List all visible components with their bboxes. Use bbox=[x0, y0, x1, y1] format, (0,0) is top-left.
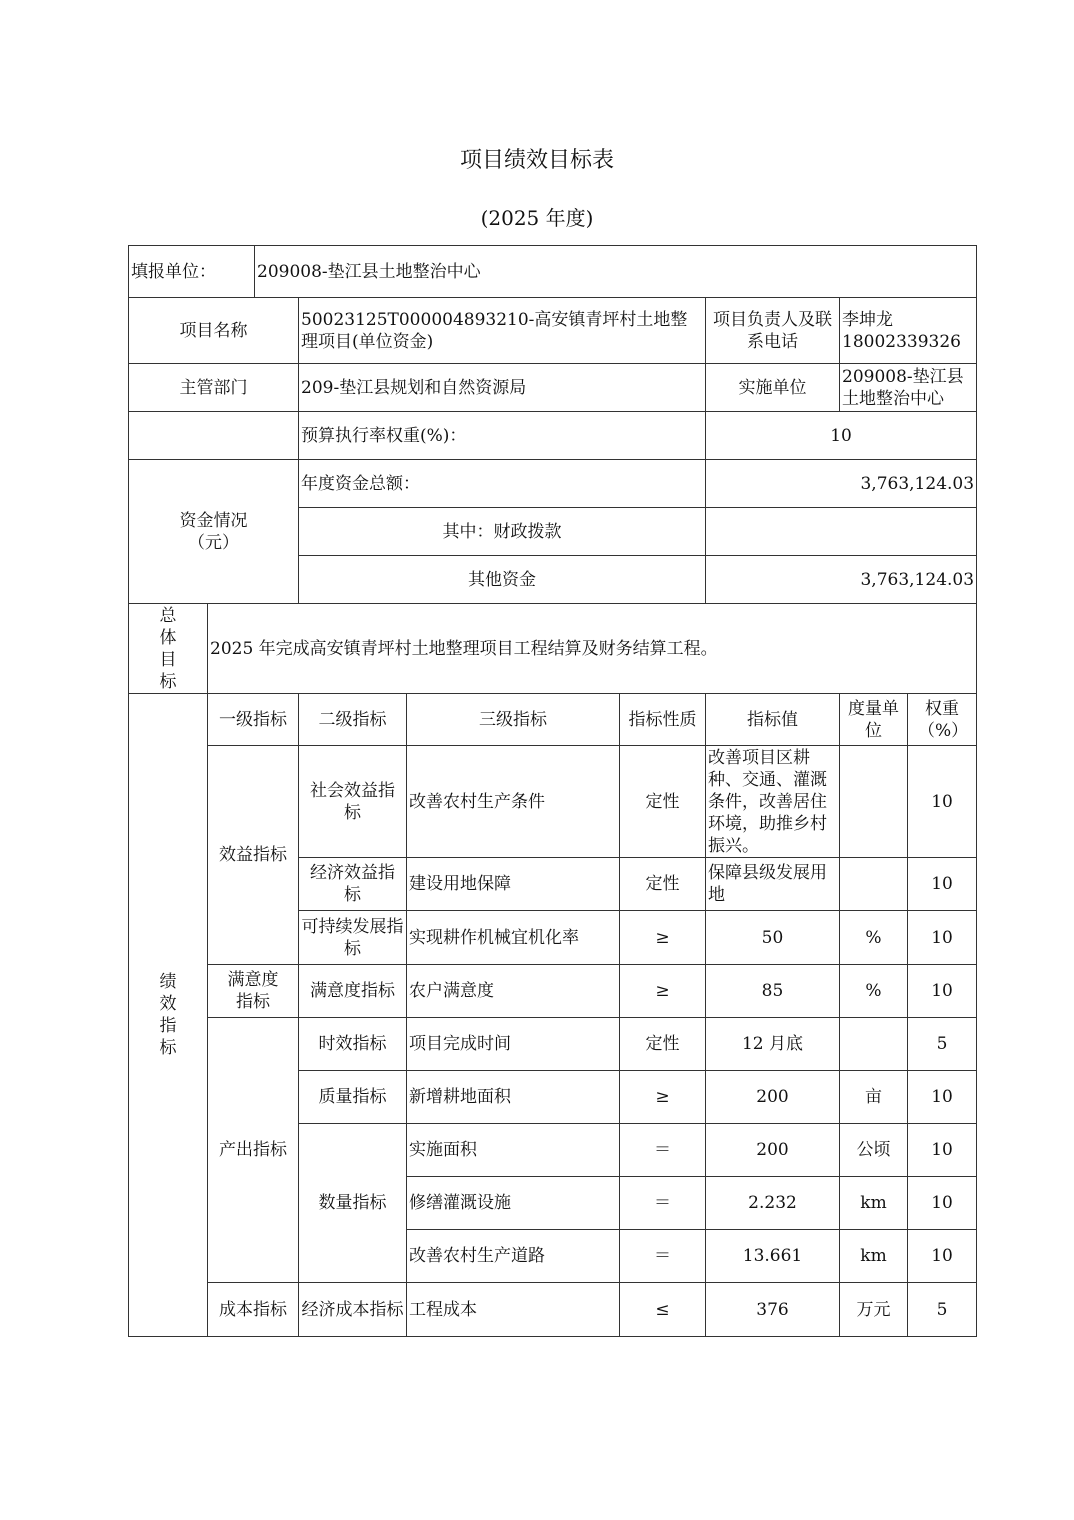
weight-cell: 10 bbox=[908, 1177, 977, 1230]
overall-goal-label bbox=[129, 604, 208, 694]
performance-label-char: 效 bbox=[159, 994, 177, 1014]
budget-weight-row bbox=[129, 412, 977, 460]
level2-quantity: 数量指标 bbox=[299, 1124, 407, 1283]
unit-cell: 公顷 bbox=[840, 1124, 908, 1177]
nature-cell: 定性 bbox=[620, 746, 706, 858]
level1-satisfaction: 满意度指标 bbox=[208, 965, 299, 1018]
header-level1: 一级指标 bbox=[208, 694, 299, 746]
weight-cell: 10 bbox=[908, 1124, 977, 1177]
level2-economic: 经济效益指标 bbox=[299, 858, 407, 911]
weight-cell: 5 bbox=[908, 1283, 977, 1337]
weight-cell: 10 bbox=[908, 858, 977, 911]
leader-value: 李坤龙 18002339326 bbox=[840, 298, 977, 364]
level3-cell: 建设用地保障 bbox=[407, 858, 620, 911]
level3-cell: 修缮灌溉设施 bbox=[407, 1177, 620, 1230]
unit-cell bbox=[840, 1018, 908, 1071]
unit-cell: 亩 bbox=[840, 1071, 908, 1124]
fill-unit-row bbox=[129, 246, 977, 298]
performance-label-char: 标 bbox=[159, 1038, 177, 1058]
header-level3: 三级指标 bbox=[407, 694, 620, 746]
level2-sustainable: 可持续发展指标 bbox=[299, 911, 407, 965]
nature-cell: ＝ bbox=[620, 1124, 706, 1177]
value-cell: 12 月底 bbox=[706, 1018, 840, 1071]
level2-econ-cost: 经济成本指标 bbox=[299, 1283, 407, 1337]
annual-total-label: 年度资金总额： bbox=[299, 460, 706, 508]
level2-social: 社会效益指标 bbox=[299, 746, 407, 858]
impl-unit-label: 实施单位 bbox=[706, 364, 840, 412]
level3-cell: 改善农村生产条件 bbox=[407, 746, 620, 858]
unit-cell: % bbox=[840, 965, 908, 1018]
level3-cell: 改善农村生产道路 bbox=[407, 1230, 620, 1283]
table-row bbox=[129, 965, 977, 1018]
level3-cell: 农户满意度 bbox=[407, 965, 620, 1018]
value-cell: 50 bbox=[706, 911, 840, 965]
header-level2: 二级指标 bbox=[299, 694, 407, 746]
overall-goal-char: 总 bbox=[159, 605, 177, 626]
nature-cell: ＝ bbox=[620, 1230, 706, 1283]
level1-cost: 成本指标 bbox=[208, 1283, 299, 1337]
budget-weight-label: 预算执行率权重(%)： bbox=[299, 412, 706, 460]
leader-label: 项目负责人及联系电话 bbox=[706, 298, 840, 364]
nature-cell: ≤ bbox=[620, 1283, 706, 1337]
header-unit: 度量单位 bbox=[840, 694, 908, 746]
fill-unit-label: 填报单位： bbox=[129, 246, 255, 298]
budget-weight-empty bbox=[129, 412, 299, 460]
annual-total-value: 3,763,124.03 bbox=[706, 460, 977, 508]
fill-unit-value: 209008-垫江县土地整治中心 bbox=[255, 246, 977, 298]
nature-cell: ≥ bbox=[620, 965, 706, 1018]
header-value: 指标值 bbox=[706, 694, 840, 746]
department-row bbox=[129, 364, 977, 412]
weight-cell: 10 bbox=[908, 911, 977, 965]
level3-cell: 工程成本 bbox=[407, 1283, 620, 1337]
unit-cell: km bbox=[840, 1230, 908, 1283]
level2-satisfaction: 满意度指标 bbox=[299, 965, 407, 1018]
nature-cell: 定性 bbox=[620, 1018, 706, 1071]
impl-unit-value: 209008-垫江县土地整治中心 bbox=[840, 364, 977, 412]
weight-cell: 10 bbox=[908, 965, 977, 1018]
other-funds-label: 其他资金 bbox=[299, 556, 706, 604]
level2-quality: 质量指标 bbox=[299, 1071, 407, 1124]
overall-goal-char: 目 bbox=[159, 649, 177, 670]
level1-benefit: 效益指标 bbox=[208, 746, 299, 965]
performance-label-char: 指 bbox=[159, 1016, 177, 1036]
weight-cell: 10 bbox=[908, 746, 977, 858]
level3-cell: 新增耕地面积 bbox=[407, 1071, 620, 1124]
project-name-value: 50023125T000004893210-高安镇青坪村土地整理项目(单位资金) bbox=[299, 298, 706, 364]
value-cell: 保障县级发展用地 bbox=[706, 858, 840, 911]
unit-cell bbox=[840, 746, 908, 858]
unit-cell: km bbox=[840, 1177, 908, 1230]
unit-cell: % bbox=[840, 911, 908, 965]
performance-indicator-label bbox=[129, 694, 208, 1337]
overall-goal-char: 体 bbox=[159, 627, 177, 648]
value-cell: 200 bbox=[706, 1124, 840, 1177]
value-cell: 13.661 bbox=[706, 1230, 840, 1283]
value-cell: 376 bbox=[706, 1283, 840, 1337]
value-cell: 200 bbox=[706, 1071, 840, 1124]
overall-goal-value: 2025 年完成高安镇青坪村土地整理项目工程结算及财务结算工程。 bbox=[208, 604, 977, 694]
level1-output: 产出指标 bbox=[208, 1018, 299, 1283]
fiscal-value bbox=[706, 508, 977, 556]
project-name-label: 项目名称 bbox=[129, 298, 299, 364]
page-subtitle: (2025 年度) bbox=[480, 206, 594, 230]
fiscal-label: 其中：财政拨款 bbox=[299, 508, 706, 556]
header-nature: 指标性质 bbox=[620, 694, 706, 746]
performance-target-table bbox=[128, 245, 977, 1337]
dept-value: 209-垫江县规划和自然资源局 bbox=[299, 364, 706, 412]
weight-cell: 10 bbox=[908, 1230, 977, 1283]
level3-cell: 实现耕作机械宜机化率 bbox=[407, 911, 620, 965]
performance-label-char: 绩 bbox=[159, 972, 177, 992]
level2-timeliness: 时效指标 bbox=[299, 1018, 407, 1071]
dept-label: 主管部门 bbox=[129, 364, 299, 412]
table-row bbox=[129, 1283, 977, 1337]
value-cell: 改善项目区耕种、交通、灌溉条件，改善居住环境，助推乡村振兴。 bbox=[706, 746, 840, 858]
unit-cell bbox=[840, 858, 908, 911]
project-name-row bbox=[129, 298, 977, 364]
page-title: 项目绩效目标表 bbox=[459, 148, 614, 173]
nature-cell: 定性 bbox=[620, 858, 706, 911]
funds-label: 资金情况（元） bbox=[129, 460, 299, 604]
value-cell: 85 bbox=[706, 965, 840, 1018]
table-row bbox=[129, 746, 977, 858]
indicator-header-row bbox=[129, 694, 977, 746]
value-cell: 2.232 bbox=[706, 1177, 840, 1230]
unit-cell: 万元 bbox=[840, 1283, 908, 1337]
nature-cell: ＝ bbox=[620, 1177, 706, 1230]
other-funds-value: 3,763,124.03 bbox=[706, 556, 977, 604]
weight-cell: 10 bbox=[908, 1071, 977, 1124]
level3-cell: 项目完成时间 bbox=[407, 1018, 620, 1071]
nature-cell: ≥ bbox=[620, 911, 706, 965]
annual-total-row bbox=[129, 460, 977, 508]
weight-cell: 5 bbox=[908, 1018, 977, 1071]
overall-goal-char: 标 bbox=[159, 671, 177, 692]
level3-cell: 实施面积 bbox=[407, 1124, 620, 1177]
budget-weight-value: 10 bbox=[706, 412, 977, 460]
header-weight: 权重（%） bbox=[908, 694, 977, 746]
nature-cell: ≥ bbox=[620, 1071, 706, 1124]
overall-goal-row bbox=[129, 604, 977, 694]
table-row bbox=[129, 1018, 977, 1071]
